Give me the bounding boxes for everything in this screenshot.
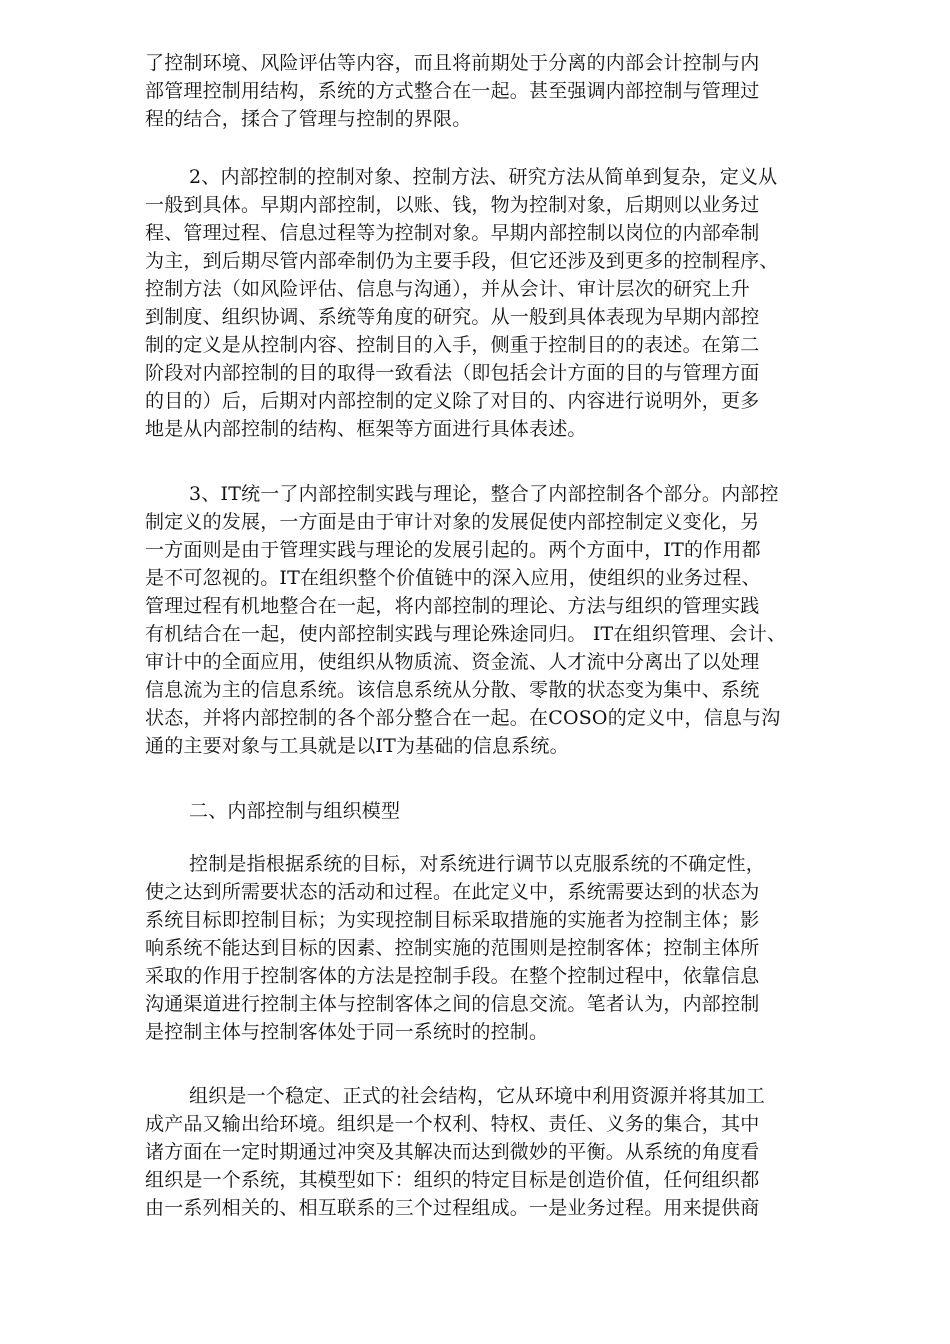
text-line: 是不可忽视的。IT在组织整个价值链中的深入应用，使组织的业务过程、 [145, 567, 761, 589]
text-line: 一般到具体。早期内部控制，以账、钱，物为控制对象，后期则以业务过 [145, 194, 760, 216]
text-line: 为主，到后期尽管内部牵制仍为主要手段，但它还涉及到更多的控制程序、 [145, 250, 779, 272]
section-title: 二、内部控制与组织模型 [189, 800, 401, 822]
text-line: 制定义的发展，一方面是由于审计对象的发展促使内部控制定义变化，另 [145, 511, 760, 533]
text-line: 控制方法（如风险评估、信息与沟通），并从会计、审计层次的研究上升 [145, 278, 750, 300]
text-line: 通的主要对象与工具就是以IT为基础的信息系统。 [145, 735, 569, 757]
text-line: 的目的）后，后期对内部控制的定义除了对目的、内容进行说明外，更多 [145, 390, 760, 412]
text-line: 制的定义是从控制内容、控制目的入手，侧重于控制目的的表述。在第二 [145, 334, 760, 356]
text-line: 审计中的全面应用，使组织从物质流、资金流、人才流中分离出了以处理 [145, 651, 760, 673]
text-line: 响系统不能达到目标的因素、控制实施的范围则是控制客体；控制主体所 [145, 937, 760, 959]
paragraph-point-2 [145, 163, 905, 443]
text-line: 阶段对内部控制的目的取得一致看法（即包括会计方面的目的与管理方面 [145, 362, 760, 384]
text-line: 沟通渠道进行控制主体与控制客体之间的信息交流。笔者认为，内部控制 [145, 993, 760, 1015]
text-line: 控制是指根据系统的目标，对系统进行调节以克服系统的不确定性， [189, 853, 766, 875]
paragraph-point-3 [145, 480, 905, 760]
paragraph-continuation [145, 49, 905, 133]
text-line: 诸方面在一定时期通过冲突及其解决而达到微妙的平衡。从系统的角度看 [145, 1141, 760, 1163]
text-line: 程、管理过程、信息过程等为控制对象。早期内部控制以岗位的内部牵制 [145, 222, 760, 244]
text-line: 组织是一个系统，其模型如下：组织的特定目标是创造价值，任何组织都 [145, 1169, 760, 1191]
text-line: 是控制主体与控制客体处于同一系统时的控制。 [145, 1021, 549, 1043]
text-line: 系统目标即控制目标；为实现控制目标采取措施的实施者为控制主体；影 [145, 909, 760, 931]
text-line: 到制度、组织协调、系统等角度的研究。从一般到具体表现为早期内部控 [145, 306, 760, 328]
text-line: 由一系列相关的、相互联系的三个过程组成。一是业务过程。用来提供商 [145, 1197, 760, 1219]
text-line: 部管理控制用结构，系统的方式整合在一起。甚至强调内部控制与管理过 [145, 80, 760, 102]
text-line: 状态，并将内部控制的各个部分整合在一起。在COSO的定义中，信息与沟 [145, 707, 781, 729]
text-line: 程的结合，揉合了管理与控制的界限。 [145, 108, 472, 130]
text-line: 管理过程有机地整合在一起，将内部控制的理论、方法与组织的管理实践 [145, 595, 760, 617]
text-line: 3、IT统一了内部控制实践与理论，整合了内部控制各个部分。内部控 [189, 483, 779, 505]
text-line: 有机结合在一起，使内部控制实践与理论殊途同归。 IT在组织管理、会计、 [145, 623, 787, 645]
paragraph-organization [145, 1082, 905, 1222]
text-line: 组织是一个稳定、正式的社会结构，它从环境中利用资源并将其加工 [189, 1085, 766, 1107]
section-heading [145, 797, 905, 825]
text-line: 采取的作用于控制客体的方法是控制手段。在整个控制过程中，依靠信息 [145, 965, 760, 987]
text-line: 信息流为主的信息系统。该信息系统从分散、零散的状态变为集中、系统 [145, 679, 760, 701]
text-line: 了控制环境、风险评估等内容，而且将前期处于分离的内部会计控制与内 [145, 52, 760, 74]
paragraph-control-definition [145, 850, 905, 1046]
text-line: 成产品又输出给环境。组织是一个权利、特权、责任、义务的集合，其中 [145, 1113, 760, 1135]
text-line: 一方面则是由于管理实践与理论的发展引起的。两个方面中，IT的作用都 [145, 539, 761, 561]
text-line: 地是从内部控制的结构、框架等方面进行具体表述。 [145, 418, 587, 440]
text-line: 2、内部控制的控制对象、控制方法、研究方法从简单到复杂，定义从 [189, 166, 778, 188]
text-line: 使之达到所需要状态的活动和过程。在此定义中，系统需要达到的状态为 [145, 881, 760, 903]
